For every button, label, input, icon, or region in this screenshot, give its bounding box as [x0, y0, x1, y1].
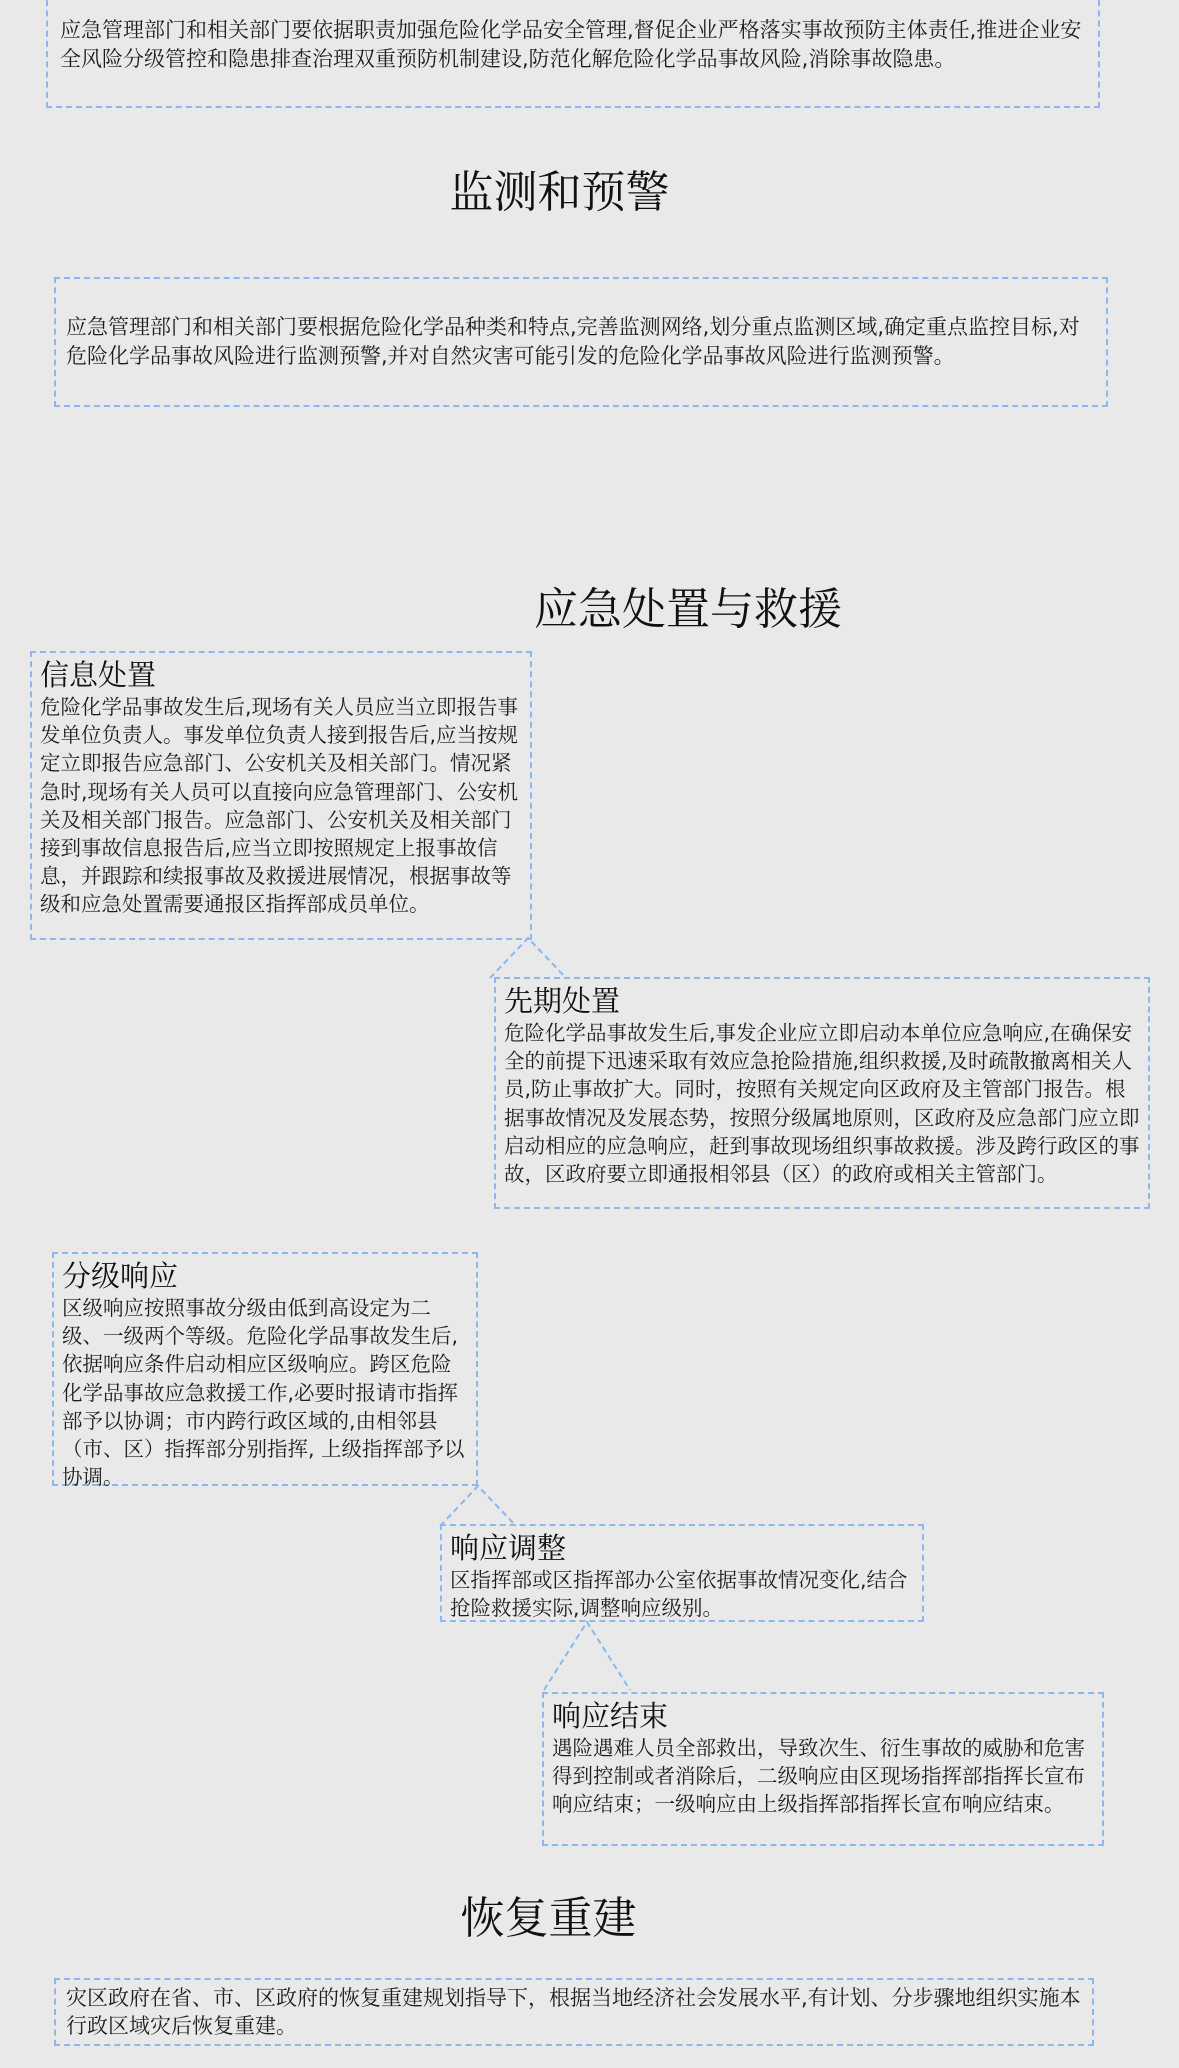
emergency-title: 应急处置与救援: [534, 584, 842, 635]
connector-arrow-2: [438, 1484, 518, 1528]
card-end-text: 遇险遇难人员全部救出，导致次生、衍生事故的威胁和危害得到控制或者消除后，二级响应由区现场指挥部指挥长宣布响应结束；一级响应由上级指挥部指挥长宣布响应结束。: [552, 1736, 1085, 1817]
card-info: [30, 651, 532, 940]
card-end-heading: 响应结束: [552, 1699, 669, 1733]
card-initial: [494, 977, 1150, 1209]
card-initial-heading: 先期处置: [504, 984, 621, 1018]
card-info-heading: 信息处置: [40, 658, 157, 692]
monitoring-text: 应急管理部门和相关部门要根据危险化学品种类和特点,完善监测网络,划分重点监测区域,确定重点监控目标,对危险化学品事故风险进行监测预警,并对自然灾害可能引发的危险化学品事故风险进行监测预警。: [66, 315, 1080, 368]
card-graded-heading: 分级响应: [62, 1259, 179, 1293]
card-adjust-text: 区指挥部或区指挥部办公室依据事故情况变化,结合抢险救援实际,调整响应级别。: [450, 1568, 908, 1621]
recovery-box: [54, 1978, 1094, 2046]
card-graded-text: 区级响应按照事故分级由低到高设定为二级、一级两个等级。危险化学品事故发生后,依据响应条件启动相应区级响应。跨区危险化学品事故应急救援工作,必要时报请市指挥部予以协调；市内跨行政区域的,由相邻县（市、区）指挥部分别指挥, 上级指挥部予以协调。: [62, 1296, 465, 1490]
card-end: [542, 1692, 1104, 1846]
monitoring-title: 监测和预警: [449, 167, 670, 218]
recovery-text: 灾区政府在省、市、区政府的恢复重建规划指导下，根据当地经济社会发展水平,有计划、分步骤地组织实施本行政区域灾后恢复重建。: [66, 1986, 1081, 2038]
recovery-title: 恢复重建: [460, 1893, 637, 1944]
card-info-text: 危险化学品事故发生后,现场有关人员应当立即报告事发单位负责人。事发单位负责人接到报告后,应当按规定立即报告应急部门、公安机关及相关部门。情况紧急时,现场有关人员可以直接向应急管理部门、公安机关及相关部门报告。应急部门、公安机关及相关部门接到事故信息报告后,应当立即按照规定上报事故信息，并跟踪和续报事故及救援进展情况，根据事故等级和应急处置需要通报区指挥部成员单位。: [40, 695, 519, 917]
card-adjust-heading: 响应调整: [450, 1531, 567, 1565]
card-graded: [52, 1252, 478, 1490]
card-adjust: [440, 1524, 924, 1622]
card-initial-text: 危险化学品事故发生后,事发企业应立即启动本单位应急响应,在确保安全的前提下迅速采取有效应急抢险措施,组织救援,及时疏散撤离相关人员,防止事故扩大。同时，按照有关规定向区政府及主管部门报告。根据事故情况及发展态势，按照分级属地原则，区政府及应急部门应立即启动相应的应急响应，赶到事故现场组织事故救援。涉及跨行政区的事故，区政府要立即通报相邻县（区）的政府或相关主管部门。: [504, 1021, 1140, 1187]
monitoring-box: [54, 277, 1108, 407]
connector-arrow-3: [542, 1620, 632, 1692]
intro-box: [46, 0, 1100, 108]
intro-text: 应急管理部门和相关部门要依据职责加强危险化学品安全管理,督促企业严格落实事故预防主体责任,推进企业安全风险分级管控和隐患排查治理双重预防机制建设,防范化解危险化学品事故风险,消除事故隐患。: [60, 18, 1082, 71]
connector-arrow-1: [488, 936, 568, 980]
